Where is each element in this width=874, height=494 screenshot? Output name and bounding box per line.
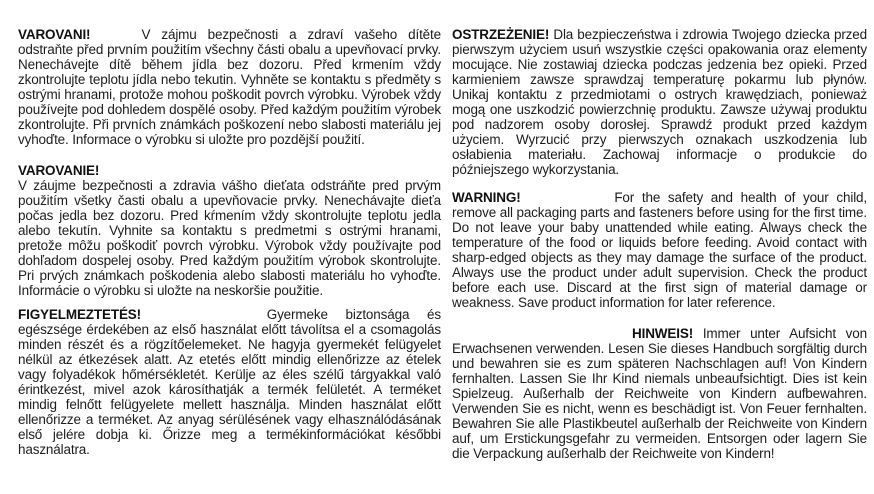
right-column — [452, 27, 867, 461]
section-heading-german: HINWEIS! — [632, 326, 694, 341]
section-heading-hungarian: FIGYELMEZTETÉS! — [18, 307, 142, 322]
warning-section-czech — [18, 27, 441, 147]
left-column — [18, 27, 441, 457]
tab-spacer — [90, 38, 130, 39]
warning-section-german — [452, 326, 867, 461]
warning-section-slovak — [18, 163, 441, 298]
tab-spacer — [521, 201, 607, 202]
section-body-english: For the safety and health of your child, remove all packaging parts and fasteners before using for the first time. Do not leave your baby unattended while eating. Always check the temperature of the food or liquids before feeding. Avoid contact with sharp-edged objects as they may damage the surface of the product. Always use the product under adult supervision. Check the product before each use. Discard at the first sign of material damage or weakness. Save product information for later reference. — [452, 190, 867, 310]
warning-section-english — [452, 190, 867, 310]
section-body-czech: V zájmu bezpečnosti a zdraví vašeho dítěte odstraňte před prvním použitím všechny části obalu a upevňovací prvky. Nenechávejte dítě během jídla bez dozoru. Před krmením vždy zkontrolujte teplotu jídla nebo tekutin. Vyhněte se kontaktu s předměty s ostrými hranami, protože mohou poškodit povrch výrobku. Výrobek vždy používejte pod dohledem dospělé osoby. Před každým použitím výrobek zkontrolujte. Při prvních známkách poškození nebo slabosti materiálu jej vyhoďte. Informace o výrobku si uložte pro pozdější použití. — [18, 27, 441, 147]
tab-spacer — [141, 318, 249, 319]
section-body-german: Immer unter Aufsicht von Erwachsenen verwenden. Lesen Sie dieses Handbuch sorgfältig durch und bewahren sie es zum späteren Nachschlagen auf! Von Kindern fernhalten. Lassen Sie Ihr Kind niemals unbeaufsichtigt. Dies ist kein Spielzeug. Außerhalb der Reichweite von Kindern aufbewahren. Verwenden Sie es nicht, wenn es beschädigt ist. Von Feuer fernhalten. Bewahren Sie alle Plastikbeutel außerhalb der Reichweite von Kindern auf, um Erstickungsgefahr zu vermeiden. Entsorgen oder lagern Sie die Verpackung außerhalb der Reichweite von Kindern! — [452, 326, 867, 461]
section-heading-czech: VAROVANI! — [18, 27, 91, 42]
warning-section-hungarian — [18, 307, 441, 457]
section-body-slovak: V záujme bezpečnosti a zdravia vášho dieťata odstráňte pred prvým použitím všetky časti obalu a upevňovacie prvky. Nenechávajte dieťa počas jedla bez dozoru. Pred kŕmením vždy skontrolujte teplotu jedla alebo tekutín. Vyhnite sa kontaktu s predmetmi s ostrými hranami, pretože môžu poškodiť povrch výrobku. Výrobok vždy používajte pod dohľadom dospelej osoby. Pred každým použitím výrobok skontrolujte. Pri prvých známkach poškodenia alebo slabosti materiálu ho vyhoďte. Informácie o výrobku si uložte na neskoršie použitie. — [18, 178, 441, 298]
warning-section-polish — [452, 27, 867, 177]
section-body-polish: Dla bezpieczeństwa i zdrowia Twojego dziecka przed pierwszym użyciem usuń wszystkie części opakowania oraz elementy mocujące. Nie zostawiaj dziecka podczas jedzenia bez opieki. Przed karmieniem zawsze sprawdzaj temperaturę pokarmu lub płynów. Unikaj kontaktu z przedmiotami o ostrych krawędziach, ponieważ mogą one uszkodzić powierzchnię produktu. Zawsze używaj produktu pod nadzorem osoby dorosłej. Sprawdź produkt przed każdym użyciem. Wyrzucić przy pierwszych oznakach uszkodzenia lub osłabienia materiału. Zachowaj informacje o produkcie do późniejszego wykorzystania. — [452, 27, 867, 177]
section-heading-english: WARNING! — [452, 190, 521, 205]
section-body-hungarian: Gyermeke biztonsága és egészsége érdekében az első használat előtt távolítsa el a csomagolás minden részét és a rögzítőelemeket. Ne hagyja gyermekét felügyelet nélkül az étkezések alatt. Az etetés előtt mindig ellenőrizze az ételek vagy folyadékok hőmérsékletét. Kerülje az éles szélű tárgyakkal való érintkezést, mivel azok károsíthatják a termék felületét. A terméket mindig felnőtt felügyelete mellett használja. Minden használat előtt ellenőrizze a terméket. Az anyag sérülésének vagy elhasználódásának első jelére dobja ki. Őrizze meg a termékinformációkat későbbi használatra. — [18, 307, 441, 457]
section-heading-slovak: VAROVANIE! — [18, 163, 100, 178]
section-heading-polish: OSTRZEŻENIE! — [452, 27, 550, 42]
